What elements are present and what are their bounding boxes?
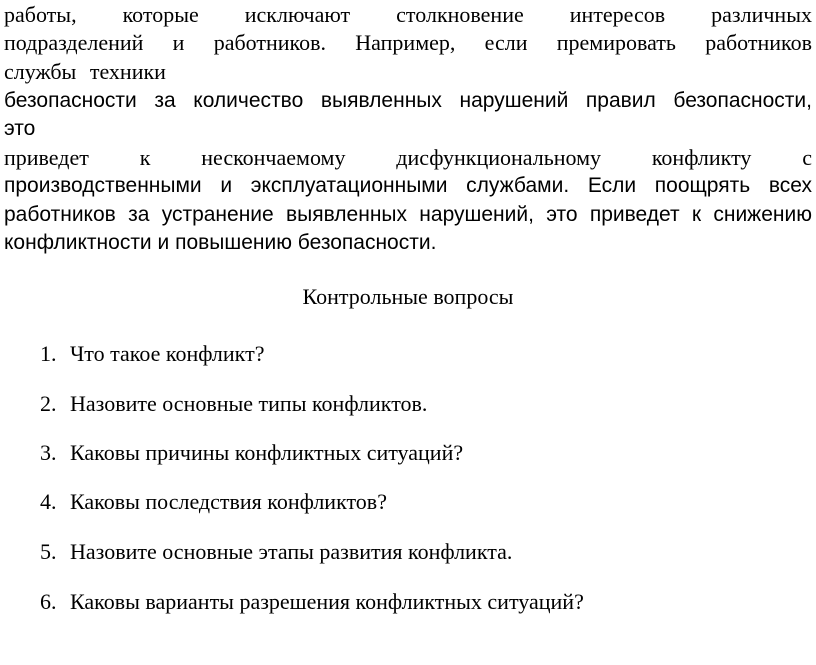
question-number: 4. xyxy=(40,489,57,514)
question-text: Каковы последствия конфликтов? xyxy=(70,489,387,514)
paragraph-line-7: производственными и эксплуатационными службами. Если поощрять всех xyxy=(4,174,812,197)
question-number: 5. xyxy=(40,539,57,564)
question-text: Каковы причины конфликтных ситуаций? xyxy=(70,440,464,465)
question-text: Каковы варианты разрешения конфликтных ситуаций? xyxy=(70,589,584,614)
question-number: 1. xyxy=(40,341,57,366)
question-number: 3. xyxy=(40,440,57,465)
question-item-1 xyxy=(40,339,780,369)
question-item-3 xyxy=(40,438,780,468)
question-text: Назовите основные типы конфликтов. xyxy=(70,391,428,416)
question-item-2 xyxy=(40,389,780,419)
paragraph-line-8: работников за устранение выявленных нарушений, это приведет к снижению xyxy=(4,203,812,226)
question-text: Назовите основные этапы развития конфликта. xyxy=(70,539,513,564)
question-number: 6. xyxy=(40,589,57,614)
paragraph-line-1: работы, которые исключают столкновение интересов различных xyxy=(4,2,812,27)
paragraph-line-3: службы техники xyxy=(4,59,166,84)
paragraph-line-5: это xyxy=(4,117,36,140)
paragraph-line-2: подразделений и работников. Например, если премировать работников xyxy=(4,30,812,55)
question-item-4 xyxy=(40,487,780,517)
question-number: 2. xyxy=(40,391,57,416)
section-title: Контрольные вопросы xyxy=(302,284,514,309)
paragraph-line-9: конфликтности и повышению безопасности. xyxy=(4,231,437,254)
paragraph-line-6: приведет к нескончаемому дисфункциональному конфликту с xyxy=(4,145,812,170)
question-text: Что такое конфликт? xyxy=(70,341,265,366)
paragraph-line-4: безопасности за количество выявленных нарушений правил безопасности, xyxy=(4,89,812,112)
question-item-6 xyxy=(40,587,780,617)
question-item-5 xyxy=(40,537,780,567)
